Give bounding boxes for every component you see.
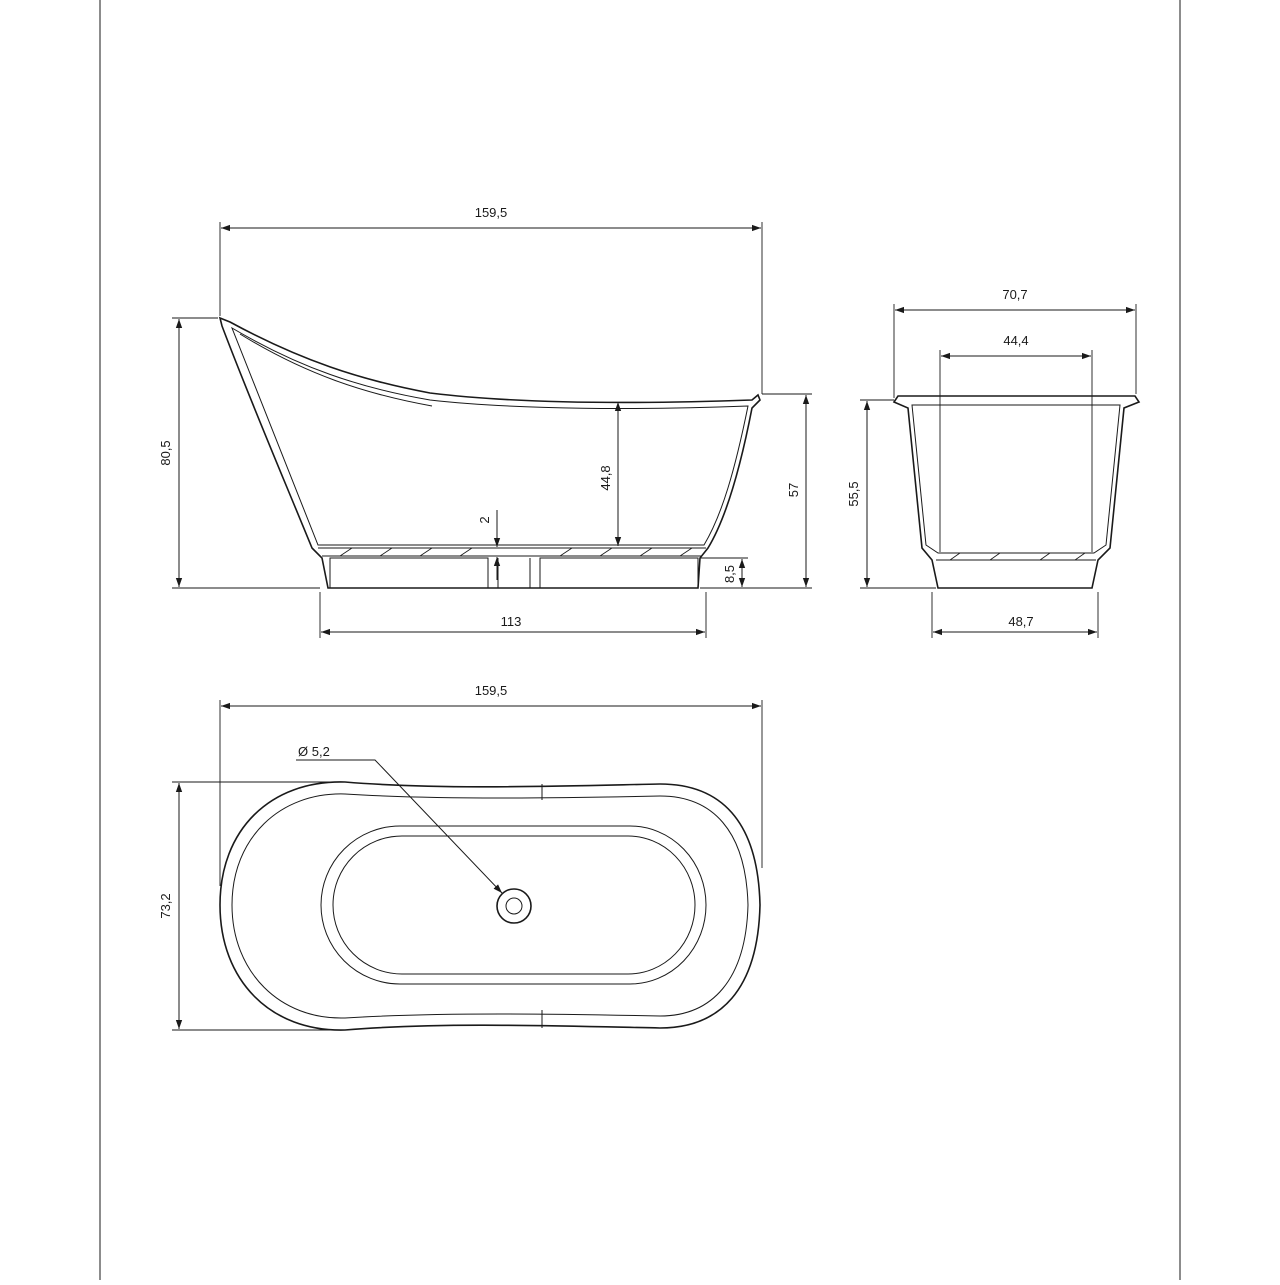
top-view-basin-inner bbox=[333, 836, 695, 974]
end-view bbox=[846, 287, 1139, 638]
top-view-drain-outer bbox=[497, 889, 531, 923]
dim-top-width-label: 73,2 bbox=[158, 893, 173, 919]
side-view-inner-contour bbox=[232, 328, 748, 545]
dim-rim-height-label: 57 bbox=[786, 482, 801, 498]
side-view-plinth-left bbox=[330, 558, 488, 588]
top-view bbox=[158, 683, 762, 1030]
dim-plinth-height-label: 8,5 bbox=[722, 564, 737, 584]
dim-side-length-label: 159,5 bbox=[474, 205, 508, 220]
side-view-plinth-right bbox=[540, 558, 698, 588]
dim-top-length-label: 159,5 bbox=[474, 683, 508, 698]
top-view-drain-inner bbox=[506, 898, 522, 914]
dim-end-height-label: 55,5 bbox=[846, 481, 861, 507]
dim-end-base-width-label: 48,7 bbox=[1008, 614, 1034, 629]
drain-diameter-label: Ø 5,2 bbox=[298, 744, 330, 759]
dim-inner-depth-label: 44,8 bbox=[598, 465, 613, 491]
dim-floor-thickness-label: 2 bbox=[477, 516, 492, 524]
top-view-outer-contour bbox=[220, 782, 760, 1030]
end-view-hatching bbox=[950, 553, 1085, 560]
dim-base-length-label: 113 bbox=[500, 614, 522, 629]
end-view-inner-contour bbox=[912, 405, 1120, 553]
dim-side-height-label: 80,5 bbox=[158, 440, 173, 466]
dim-end-inner-width-label: 44,4 bbox=[1003, 333, 1029, 348]
top-view-basin-outer bbox=[321, 826, 706, 984]
side-view bbox=[158, 205, 812, 638]
end-view-outer-contour bbox=[894, 396, 1139, 588]
dim-end-width-label: 70,7 bbox=[1002, 287, 1028, 302]
side-view-floor-hatching bbox=[340, 548, 692, 556]
